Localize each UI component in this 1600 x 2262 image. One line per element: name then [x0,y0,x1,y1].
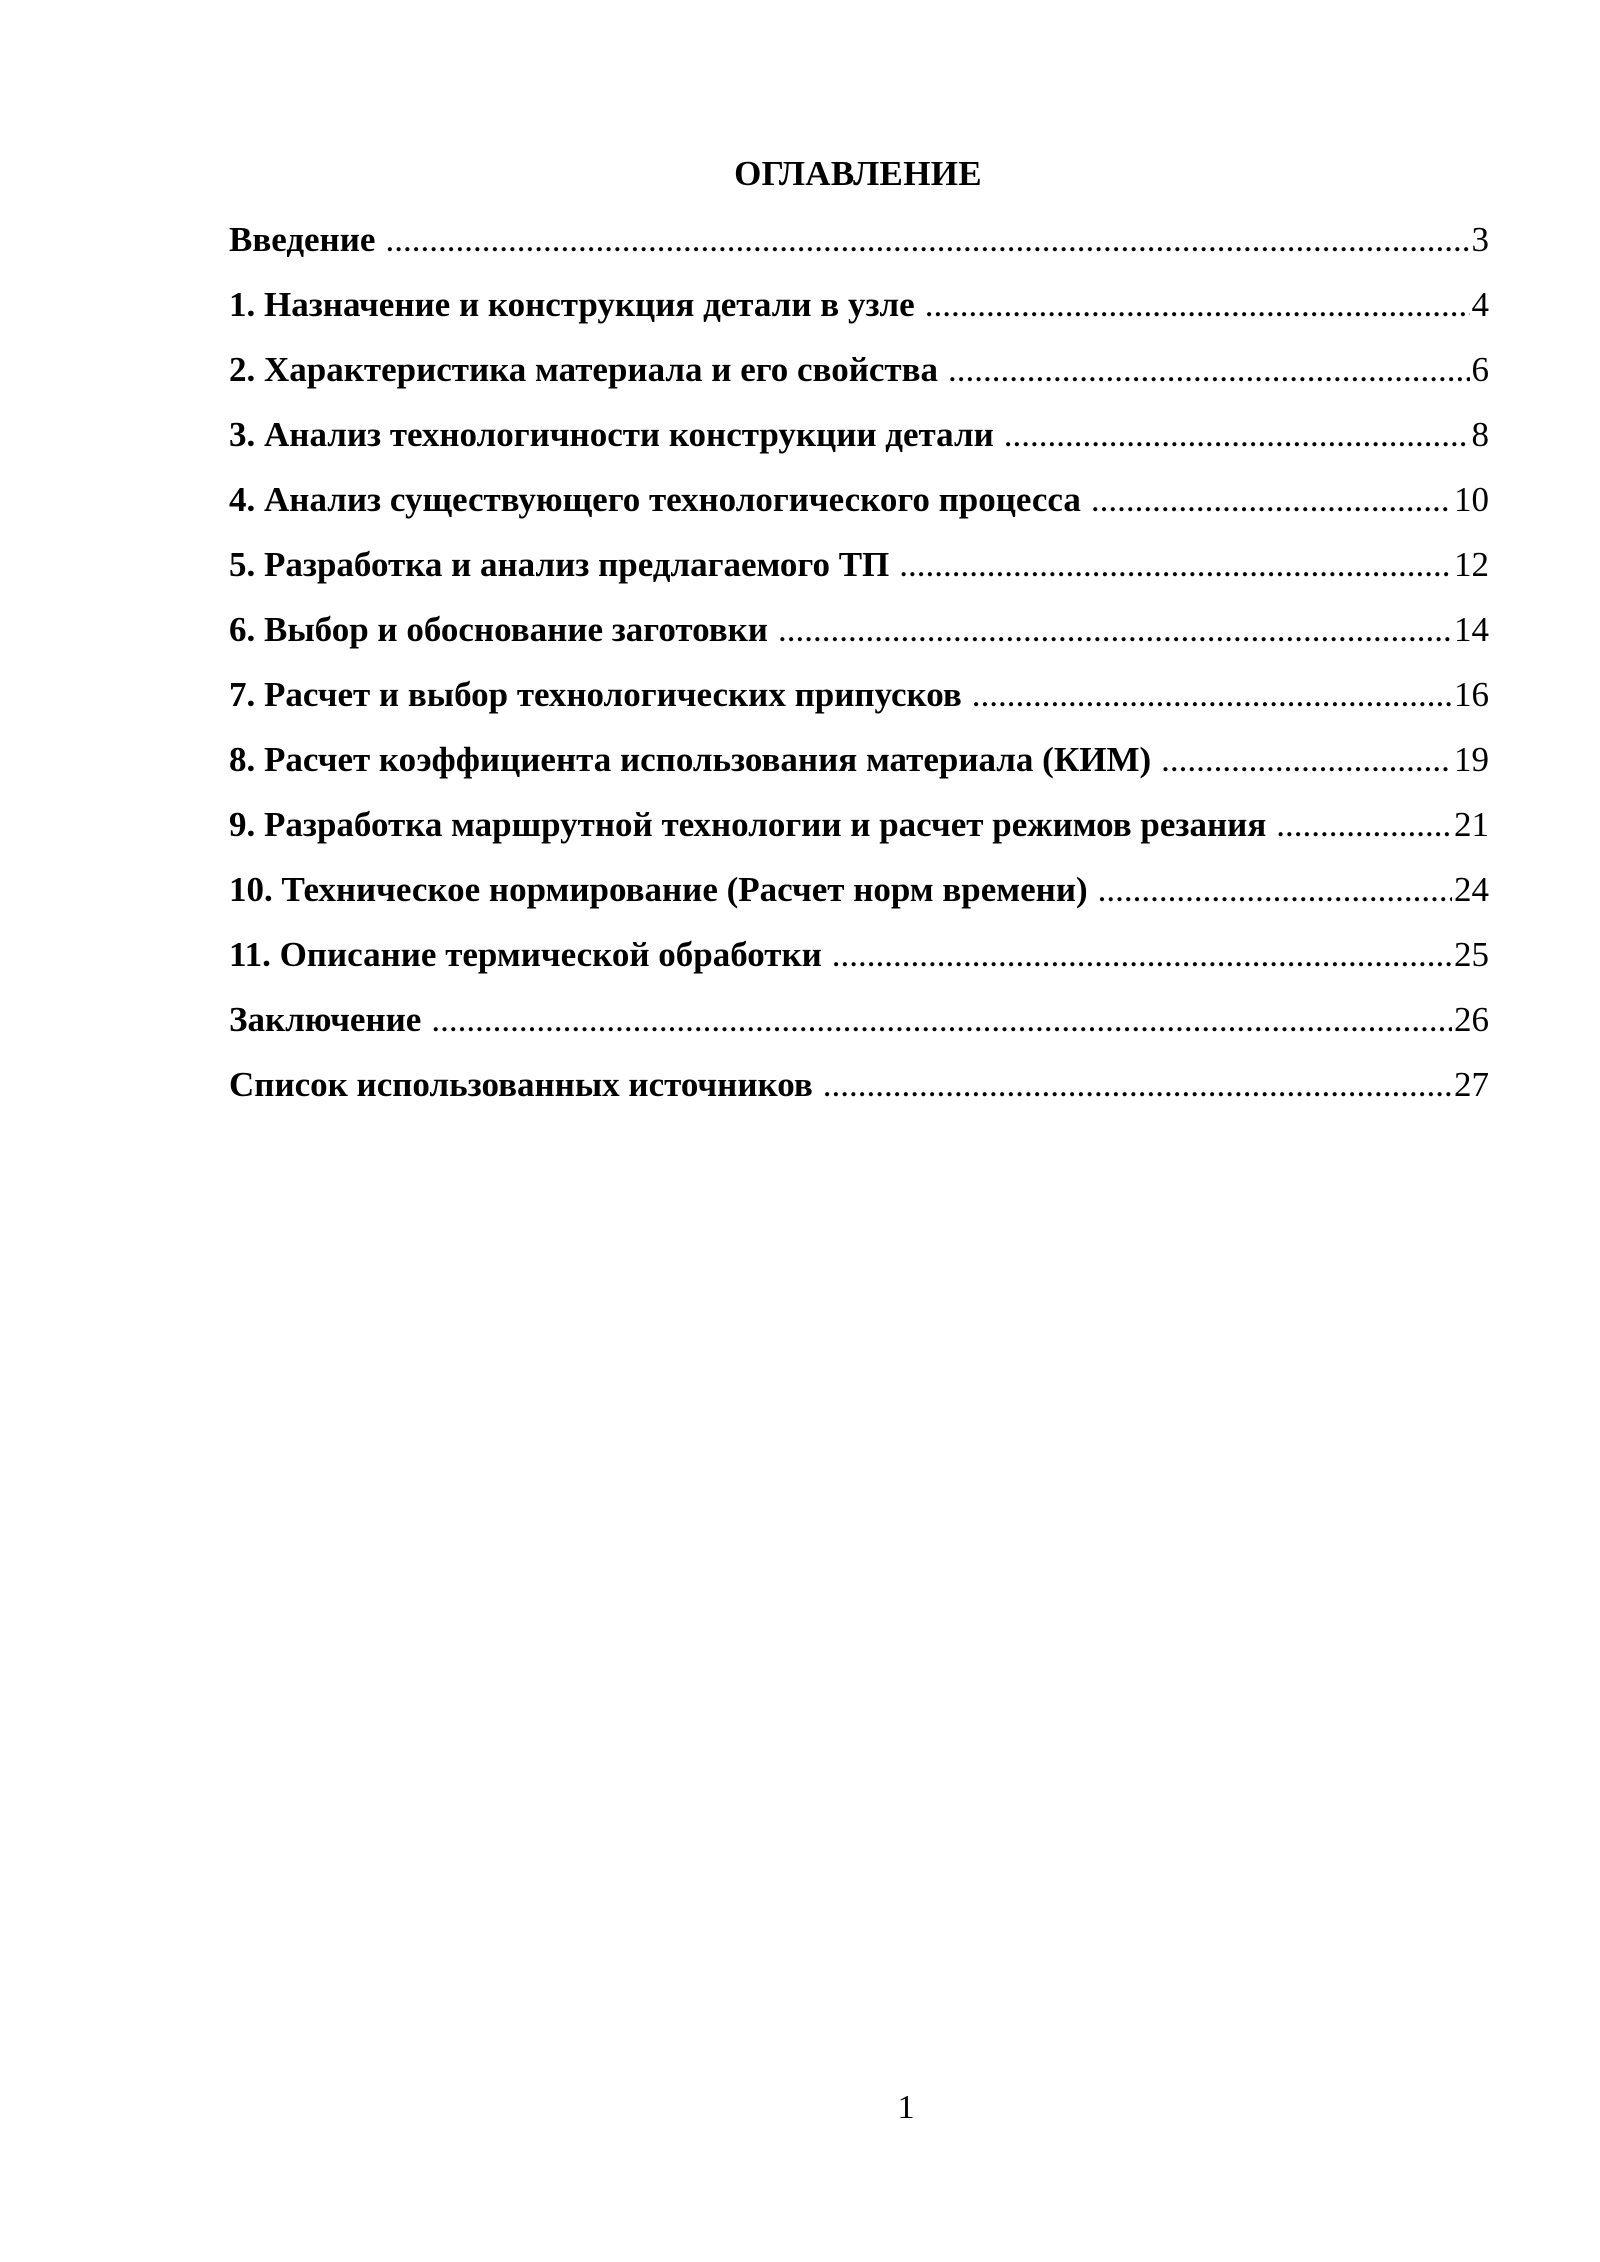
toc-item-section-10[interactable] [229,868,1489,933]
toc-dot-leader [823,1063,1452,1107]
toc-item-section-9[interactable] [229,803,1489,868]
toc-title: ОГЛАВЛЕНИЕ [734,154,982,193]
page-number: 1 [897,2089,915,2126]
toc-item-section-3[interactable] [229,413,1489,478]
toc-item-label: 7. Расчет и выбор технологических припусков [229,675,962,714]
toc-dot-leader [832,933,1452,977]
toc-item-page: 25 [1454,935,1489,974]
toc-item-page: 6 [1471,350,1489,389]
toc-dot-leader [1091,478,1452,522]
toc-dot-leader [1161,738,1452,782]
toc-item-conclusion[interactable] [229,998,1489,1063]
toc-item-label: Введение [229,220,376,259]
toc-dot-leader [1004,413,1470,457]
toc-item-section-2[interactable] [229,348,1489,413]
toc-item-page: 21 [1454,805,1489,844]
toc-item-page: 3 [1471,220,1489,259]
toc-item-page: 12 [1454,545,1489,584]
toc-item-section-8[interactable] [229,738,1489,803]
toc-item-label: 9. Разработка маршрутной технологии и расчет режимов резания [229,805,1267,844]
toc-dot-leader [1276,803,1452,847]
toc-item-section-1[interactable] [229,283,1489,348]
toc-dot-leader [925,283,1470,327]
toc-dot-leader [778,608,1452,652]
toc-item-page: 27 [1454,1065,1489,1104]
toc-item-label: 8. Расчет коэффициента использования материала (КИМ) [229,740,1152,779]
toc-item-section-11[interactable] [229,933,1489,998]
toc-item-page: 10 [1454,480,1489,519]
table-of-contents [229,218,1489,1128]
toc-item-page: 16 [1454,675,1489,714]
toc-item-page: 4 [1471,285,1489,324]
toc-item-section-4[interactable] [229,478,1489,543]
toc-item-references[interactable] [229,1063,1489,1128]
toc-item-page: 19 [1454,740,1489,779]
toc-item-label: 10. Техническое нормирование (Расчет норм времени) [229,870,1088,909]
toc-item-label: Заключение [229,1000,422,1039]
toc-item-page: 26 [1454,1000,1489,1039]
toc-item-page: 24 [1454,870,1489,909]
toc-item-label: 2. Характеристика материала и его свойства [229,350,939,389]
toc-dot-leader [972,673,1452,717]
toc-dot-leader [899,543,1452,587]
toc-item-introduction[interactable] [229,218,1489,283]
toc-item-label: 5. Разработка и анализ предлагаемого ТП [229,545,890,584]
toc-item-page: 14 [1454,610,1489,649]
toc-item-page: 8 [1471,415,1489,454]
toc-dot-leader [1098,868,1452,912]
toc-dot-leader [385,218,1469,262]
toc-item-label: 3. Анализ технологичности конструкции детали [229,415,994,454]
toc-item-label: 4. Анализ существующего технологического процесса [229,480,1081,519]
toc-item-section-5[interactable] [229,543,1489,608]
toc-item-label: 1. Назначение и конструкция детали в узле [229,285,915,324]
toc-item-section-7[interactable] [229,673,1489,738]
toc-item-label: Список использованных источников [229,1065,813,1104]
toc-item-label: 6. Выбор и обоснование заготовки [229,610,768,649]
toc-dot-leader [431,998,1452,1042]
toc-dot-leader [948,348,1469,392]
toc-item-label: 11. Описание термической обработки [229,935,822,974]
toc-item-section-6[interactable] [229,608,1489,673]
